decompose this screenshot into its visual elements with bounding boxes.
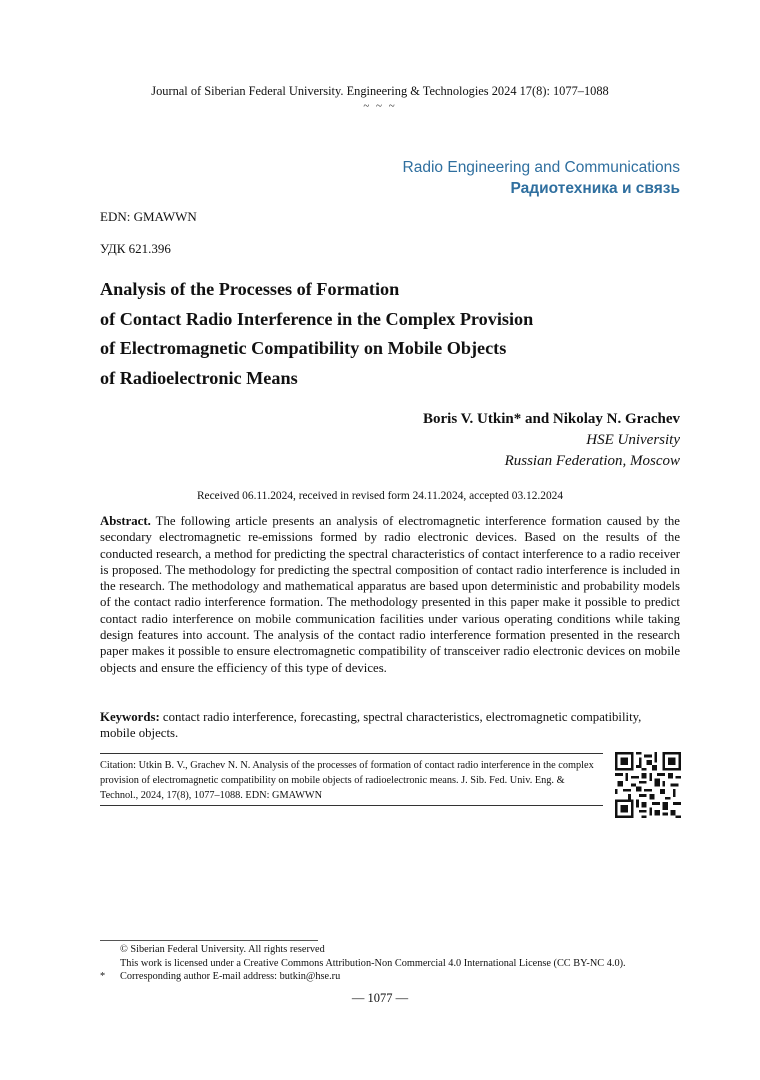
citation-block: Citation: Utkin B. V., Grachev N. N. Analysis of the processes of formation of contact radio interference in the complex provision of electromagnetic compatibility on mobile objects of radioelectronic means. J. Sib. Fed. Univ. Eng. & Technol., 2024, 17(8), 1077–1088. EDN: GMAWWN (100, 760, 594, 802)
journal-header: Journal of Siberian Federal University. Engineering & Technologies 2024 17(8): 1077–1088 (151, 84, 609, 98)
author-names: Boris V. Utkin* and Nikolay N. Grachev (423, 411, 680, 427)
copyright-note: © Siberian Federal University. All rights reserved (120, 944, 325, 955)
qr-code[interactable] (615, 752, 681, 818)
title-line: of Electromagnetic Compatibility on Mobile Objects (100, 338, 507, 358)
footnote-star: * (100, 971, 106, 982)
edn-code: EDN: GMAWWN (100, 209, 197, 224)
author-location: Russian Federation, Moscow (504, 453, 680, 469)
section-heading-ru: Радиотехника и связь (510, 180, 680, 197)
keywords (100, 709, 680, 742)
title-line: Analysis of the Processes of Formation (100, 279, 400, 299)
page-number: — 1077 — (351, 991, 409, 1005)
abstract (100, 513, 680, 676)
corresponding-author-note: Corresponding author E-mail address: butkin@hse.ru (120, 971, 341, 982)
license-note: This work is licensed under a Creative Commons Attribution-Non Commercial 4.0 International License (CC BY-NC 4.0). (120, 958, 626, 969)
keywords-text: contact radio interference, forecasting, spectral characteristics, electromagnetic compatibility, mobile objects. (100, 710, 642, 741)
abstract-label: Abstract. (100, 514, 151, 528)
section-heading (403, 157, 680, 199)
authors-block (423, 409, 680, 472)
section-heading-en: Radio Engineering and Communications (402, 159, 680, 176)
abstract-text: The following article presents an analysis of electromagnetic interference formation caused by the secondary electromagnetic re-emissions formed by radio electronic devices. Based on the results of the conducted research, a method for predicting the spectral characteristics of contact interference to a radio receiver is proposed. The methodology for predicting the spectral composition of contact radio interference is included in the research. The methodology and mathematical apparatus are based upon deterministic and probability models of the contact radio interference formation. The methodology presented in this paper make it possible to predict contact radio interference on mobile communication facilities under various operating conditions while taking design features into account. The analysis of the contact radio interference formation presented in the research paper makes it possible to ensure electromagnetic compatibility of transceiver radio electronic devices on mobile objects and ensure the efficiency of this type of devices. (100, 514, 680, 675)
article-title (100, 275, 660, 393)
citation-bottom-rule (100, 805, 603, 806)
title-line: of Contact Radio Interference in the Complex Provision (100, 308, 534, 329)
citation-top-rule (100, 753, 603, 754)
received-dates: Received 06.11.2024, received in revised form 24.11.2024, accepted 03.12.2024 (196, 490, 564, 502)
header-separator: ~ ~ ~ (363, 100, 397, 112)
footnote-rule (100, 940, 318, 941)
keywords-label: Keywords: (100, 710, 160, 724)
title-line: of Radioelectronic Means (100, 367, 298, 388)
udk-code: УДК 621.396 (100, 241, 171, 256)
author-affiliation: HSE University (586, 432, 680, 448)
